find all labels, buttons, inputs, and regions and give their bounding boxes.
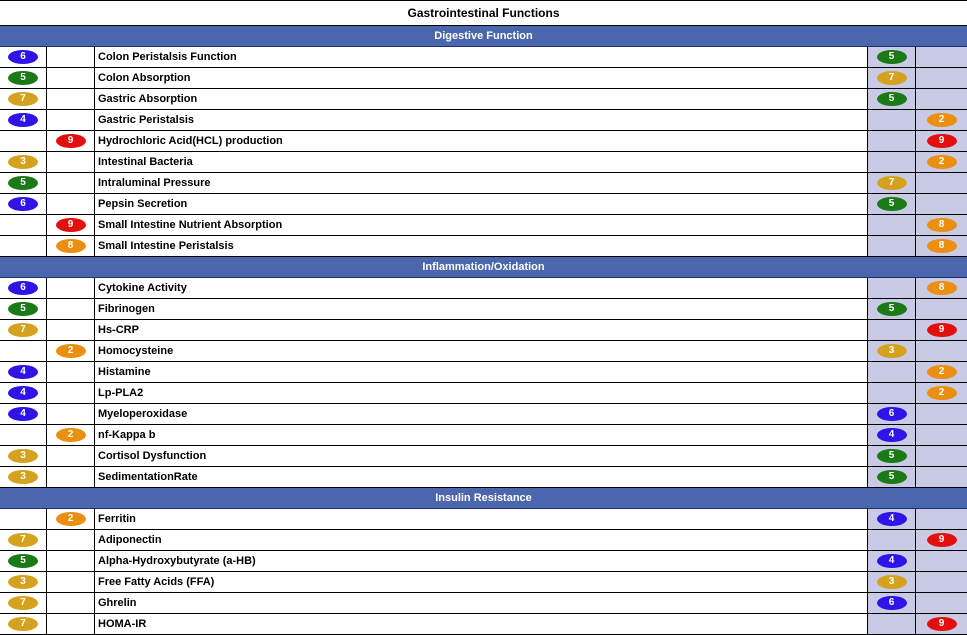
- score-badge: 5: [877, 302, 907, 316]
- score-cell-c5: [916, 320, 967, 340]
- row-label-cell: [95, 614, 868, 634]
- score-cell-c5: [916, 68, 967, 88]
- table-row: [0, 236, 967, 257]
- row-label: Gastric Absorption: [98, 93, 198, 105]
- score-badge: 2: [927, 155, 957, 169]
- score-cell-c5: [916, 362, 967, 382]
- row-label-cell: [95, 341, 868, 361]
- score-cell-c4: [868, 299, 916, 319]
- section-header-digestive-function: [0, 26, 967, 47]
- row-label: Myeloperoxidase: [98, 408, 188, 420]
- row-label: Cytokine Activity: [98, 282, 187, 294]
- row-label-cell: [95, 173, 868, 193]
- row-label: Lp-PLA2: [98, 387, 144, 399]
- score-cell-c1: [0, 614, 47, 634]
- score-cell-c1: [0, 320, 47, 340]
- score-cell-c2: [47, 383, 95, 403]
- score-cell-c2: [47, 173, 95, 193]
- score-cell-c1: [0, 194, 47, 214]
- score-cell-c4: [868, 278, 916, 298]
- table-row: [0, 551, 967, 572]
- score-cell-c1: [0, 446, 47, 466]
- score-cell-c5: [916, 110, 967, 130]
- row-label: Small Intestine Peristalsis: [98, 240, 234, 252]
- score-cell-c4: [868, 467, 916, 487]
- row-label-cell: [95, 278, 868, 298]
- score-cell-c4: [868, 341, 916, 361]
- score-cell-c1: [0, 299, 47, 319]
- row-label-cell: [95, 362, 868, 382]
- table-row: [0, 383, 967, 404]
- row-label: Colon Absorption: [98, 72, 191, 84]
- score-cell-c5: [916, 593, 967, 613]
- score-cell-c5: [916, 194, 967, 214]
- score-cell-c4: [868, 215, 916, 235]
- section-header-inflammation-oxidation: [0, 257, 967, 278]
- score-cell-c4: [868, 110, 916, 130]
- score-cell-c1: [0, 509, 47, 529]
- score-badge: 8: [927, 239, 957, 253]
- score-badge: 2: [56, 512, 86, 526]
- score-badge: 5: [877, 449, 907, 463]
- score-badge: 3: [8, 449, 38, 463]
- table-row: [0, 68, 967, 89]
- row-label: Alpha-Hydroxybutyrate (a-HB): [98, 555, 256, 567]
- score-cell-c4: [868, 173, 916, 193]
- score-cell-c1: [0, 362, 47, 382]
- score-badge: 5: [8, 176, 38, 190]
- score-cell-c5: [916, 404, 967, 424]
- table-row: [0, 572, 967, 593]
- score-badge: 5: [877, 197, 907, 211]
- table-row: [0, 89, 967, 110]
- score-cell-c5: [916, 47, 967, 67]
- score-badge: 7: [877, 176, 907, 190]
- score-cell-c2: [47, 530, 95, 550]
- score-cell-c1: [0, 425, 47, 445]
- score-cell-c4: [868, 593, 916, 613]
- score-cell-c1: [0, 173, 47, 193]
- score-cell-c2: [47, 425, 95, 445]
- score-badge: 9: [56, 218, 86, 232]
- score-cell-c5: [916, 509, 967, 529]
- table-row: [0, 593, 967, 614]
- score-badge: 4: [8, 407, 38, 421]
- table-row: [0, 194, 967, 215]
- row-label: Pepsin Secretion: [98, 198, 188, 210]
- score-cell-c1: [0, 593, 47, 613]
- score-cell-c5: [916, 572, 967, 592]
- table-row: [0, 425, 967, 446]
- table-row: [0, 341, 967, 362]
- score-cell-c5: [916, 614, 967, 634]
- score-cell-c5: [916, 341, 967, 361]
- row-label-cell: [95, 425, 868, 445]
- row-label-cell: [95, 320, 868, 340]
- row-label: Histamine: [98, 366, 151, 378]
- table-row: [0, 215, 967, 236]
- score-badge: 5: [877, 50, 907, 64]
- score-cell-c4: [868, 152, 916, 172]
- score-cell-c5: [916, 278, 967, 298]
- score-cell-c4: [868, 47, 916, 67]
- score-cell-c4: [868, 446, 916, 466]
- score-cell-c5: [916, 152, 967, 172]
- row-label: Gastric Peristalsis: [98, 114, 195, 126]
- score-cell-c2: [47, 110, 95, 130]
- score-cell-c4: [868, 530, 916, 550]
- score-badge: 8: [927, 218, 957, 232]
- score-cell-c1: [0, 236, 47, 256]
- score-cell-c5: [916, 131, 967, 151]
- score-cell-c1: [0, 383, 47, 403]
- score-cell-c4: [868, 614, 916, 634]
- score-cell-c1: [0, 572, 47, 592]
- row-label-cell: [95, 215, 868, 235]
- score-cell-c5: [916, 425, 967, 445]
- score-cell-c5: [916, 530, 967, 550]
- score-cell-c2: [47, 572, 95, 592]
- score-cell-c2: [47, 194, 95, 214]
- score-badge: 5: [8, 71, 38, 85]
- section-header-insulin-resistance: [0, 488, 967, 509]
- score-badge: 2: [56, 344, 86, 358]
- table-row: [0, 152, 967, 173]
- table-row: [0, 404, 967, 425]
- score-badge: 7: [8, 617, 38, 631]
- table-row: [0, 362, 967, 383]
- row-label-cell: [95, 530, 868, 550]
- table-row: [0, 299, 967, 320]
- score-cell-c4: [868, 194, 916, 214]
- score-cell-c1: [0, 152, 47, 172]
- score-badge: 9: [927, 323, 957, 337]
- score-badge: 6: [8, 197, 38, 211]
- score-badge: 9: [927, 134, 957, 148]
- score-badge: 4: [8, 365, 38, 379]
- row-label-cell: [95, 68, 868, 88]
- score-cell-c1: [0, 215, 47, 235]
- score-cell-c5: [916, 383, 967, 403]
- sections-container: [0, 26, 967, 635]
- row-label-cell: [95, 131, 868, 151]
- score-cell-c2: [47, 320, 95, 340]
- score-cell-c2: [47, 341, 95, 361]
- row-label-cell: [95, 593, 868, 613]
- row-label: SedimentationRate: [98, 471, 198, 483]
- score-badge: 5: [8, 302, 38, 316]
- score-badge: 3: [8, 575, 38, 589]
- score-badge: 9: [927, 533, 957, 547]
- score-cell-c4: [868, 551, 916, 571]
- score-cell-c4: [868, 320, 916, 340]
- score-badge: 6: [8, 281, 38, 295]
- row-label-cell: [95, 89, 868, 109]
- score-cell-c4: [868, 572, 916, 592]
- score-cell-c5: [916, 551, 967, 571]
- row-label: Ghrelin: [98, 597, 137, 609]
- score-cell-c2: [47, 467, 95, 487]
- score-cell-c1: [0, 68, 47, 88]
- score-cell-c1: [0, 131, 47, 151]
- row-label-cell: [95, 383, 868, 403]
- score-cell-c1: [0, 278, 47, 298]
- score-badge: 6: [8, 50, 38, 64]
- row-label: Ferritin: [98, 513, 136, 525]
- score-badge: 7: [8, 533, 38, 547]
- table-row: [0, 530, 967, 551]
- row-label: Free Fatty Acids (FFA): [98, 576, 215, 588]
- row-label: Small Intestine Nutrient Absorption: [98, 219, 283, 231]
- row-label: nf-Kappa b: [98, 429, 156, 441]
- score-cell-c2: [47, 446, 95, 466]
- score-badge: 3: [8, 155, 38, 169]
- score-cell-c4: [868, 236, 916, 256]
- row-label-cell: [95, 236, 868, 256]
- score-cell-c1: [0, 47, 47, 67]
- score-cell-c2: [47, 236, 95, 256]
- score-cell-c5: [916, 299, 967, 319]
- score-cell-c4: [868, 509, 916, 529]
- table-title: Gastrointestinal Functions: [407, 6, 560, 20]
- table-row: [0, 446, 967, 467]
- score-cell-c4: [868, 383, 916, 403]
- table-row: [0, 467, 967, 488]
- score-badge: 9: [927, 617, 957, 631]
- score-cell-c4: [868, 425, 916, 445]
- score-badge: 7: [8, 596, 38, 610]
- score-cell-c2: [47, 593, 95, 613]
- score-badge: 2: [56, 428, 86, 442]
- table-row: [0, 614, 967, 635]
- row-label-cell: [95, 299, 868, 319]
- score-cell-c1: [0, 404, 47, 424]
- row-label: Homocysteine: [98, 345, 174, 357]
- row-label-cell: [95, 572, 868, 592]
- score-cell-c2: [47, 152, 95, 172]
- score-cell-c2: [47, 215, 95, 235]
- score-badge: 6: [877, 596, 907, 610]
- row-label-cell: [95, 47, 868, 67]
- row-label: Fibrinogen: [98, 303, 155, 315]
- score-cell-c5: [916, 173, 967, 193]
- score-badge: 9: [56, 134, 86, 148]
- row-label-cell: [95, 110, 868, 130]
- row-label: Hs-CRP: [98, 324, 139, 336]
- score-cell-c5: [916, 236, 967, 256]
- row-label-cell: [95, 551, 868, 571]
- score-cell-c4: [868, 89, 916, 109]
- score-badge: 4: [8, 386, 38, 400]
- score-badge: 3: [877, 575, 907, 589]
- table-row: [0, 509, 967, 530]
- row-label-cell: [95, 194, 868, 214]
- score-cell-c1: [0, 110, 47, 130]
- row-label-cell: [95, 509, 868, 529]
- score-cell-c5: [916, 446, 967, 466]
- score-cell-c1: [0, 551, 47, 571]
- score-cell-c1: [0, 89, 47, 109]
- table-row: [0, 131, 967, 152]
- score-cell-c5: [916, 89, 967, 109]
- row-label: Colon Peristalsis Function: [98, 51, 237, 63]
- score-cell-c2: [47, 614, 95, 634]
- score-badge: 6: [877, 407, 907, 421]
- section-title: Insulin Resistance: [435, 492, 532, 504]
- score-cell-c2: [47, 89, 95, 109]
- row-label: Hydrochloric Acid(HCL) production: [98, 135, 283, 147]
- score-badge: 2: [927, 113, 957, 127]
- score-badge: 5: [877, 92, 907, 106]
- table-row: [0, 173, 967, 194]
- score-badge: 2: [927, 365, 957, 379]
- row-label: Cortisol Dysfunction: [98, 450, 207, 462]
- table-row: [0, 110, 967, 131]
- score-cell-c2: [47, 47, 95, 67]
- score-badge: 4: [877, 512, 907, 526]
- row-label: Adiponectin: [98, 534, 162, 546]
- score-cell-c2: [47, 509, 95, 529]
- score-cell-c1: [0, 467, 47, 487]
- score-badge: 5: [877, 470, 907, 484]
- score-cell-c4: [868, 131, 916, 151]
- row-label-cell: [95, 152, 868, 172]
- score-cell-c2: [47, 278, 95, 298]
- score-badge: 5: [8, 554, 38, 568]
- score-cell-c2: [47, 551, 95, 571]
- score-badge: 2: [927, 386, 957, 400]
- table-row: [0, 320, 967, 341]
- score-cell-c5: [916, 215, 967, 235]
- score-cell-c2: [47, 68, 95, 88]
- score-cell-c1: [0, 341, 47, 361]
- score-badge: 8: [927, 281, 957, 295]
- score-cell-c2: [47, 404, 95, 424]
- row-label-cell: [95, 404, 868, 424]
- score-cell-c2: [47, 362, 95, 382]
- score-badge: 4: [877, 554, 907, 568]
- table-row: [0, 47, 967, 68]
- score-badge: 4: [877, 428, 907, 442]
- row-label: HOMA-IR: [98, 618, 147, 630]
- score-cell-c4: [868, 68, 916, 88]
- row-label: Intraluminal Pressure: [98, 177, 211, 189]
- score-cell-c4: [868, 362, 916, 382]
- row-label: Intestinal Bacteria: [98, 156, 193, 168]
- score-badge: 3: [877, 344, 907, 358]
- score-cell-c5: [916, 467, 967, 487]
- score-badge: 4: [8, 113, 38, 127]
- score-badge: 7: [8, 323, 38, 337]
- score-badge: 7: [8, 92, 38, 106]
- table-title-row: [0, 0, 967, 26]
- score-cell-c2: [47, 131, 95, 151]
- row-label-cell: [95, 446, 868, 466]
- section-title: Digestive Function: [434, 30, 533, 42]
- row-label-cell: [95, 467, 868, 487]
- score-cell-c2: [47, 299, 95, 319]
- score-cell-c4: [868, 404, 916, 424]
- score-cell-c1: [0, 530, 47, 550]
- score-badge: 3: [8, 470, 38, 484]
- section-title: Inflammation/Oxidation: [422, 261, 545, 273]
- score-badge: 7: [877, 71, 907, 85]
- score-badge: 8: [56, 239, 86, 253]
- table-row: [0, 278, 967, 299]
